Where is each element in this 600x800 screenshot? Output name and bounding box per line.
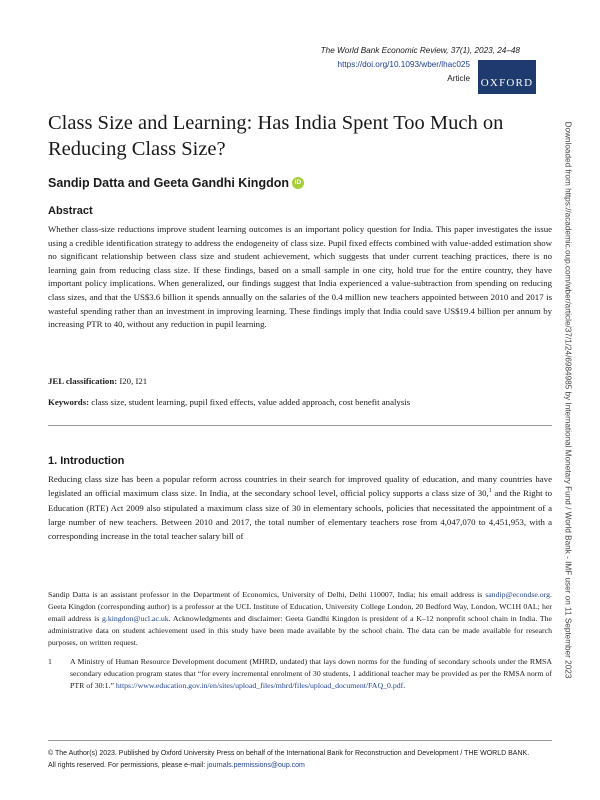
intro-text-2: and the Right to Education (RTE) Act 2009 also stipulated a maximum class size of 30 in elementary schools, policies that necessitated the appointment of a large number of new teachers. Between 2010 and 2017, the total number of elementary teachers rose from 4,047,070 to 4,451,953, with a corresponding increase in the total teacher salary bill of	[48, 488, 552, 542]
oxford-logo: OXFORD	[478, 60, 536, 94]
jel-label: JEL classification:	[48, 376, 118, 386]
article-type-label: Article	[447, 74, 470, 83]
copyright-notice	[48, 748, 558, 771]
affiliation-text-2: . Geeta Kingdon (corresponding author) is a professor at the UCL Institute of Education, University College London, 20 Bedford Way, London, WC1H 0AL; her email address is	[48, 590, 552, 623]
keywords-text: class size, student learning, pupil fixed effects, value added approach, cost benefit analysis	[91, 397, 411, 407]
footer-divider	[48, 740, 552, 741]
footnote-body: A Ministry of Human Resource Development document (MHRD, undated) that lays down norms for the funding of secondary schools under the RMSA secondary education program states that “for every incremental enrolment of 30 students, 1 additional teacher may be provided as per the RMSA norm of PTR of 30:1.”	[70, 657, 552, 690]
abstract-heading: Abstract	[48, 205, 93, 217]
paper-title: Class Size and Learning: Has India Spent Too Much on Reducing Class Size?	[48, 112, 504, 160]
footnote-end: .	[403, 681, 406, 690]
copyright-line-1: © The Author(s) 2023. Published by Oxford University Press on behalf of the International Bank for Reconstruction and Development / THE WORLD BANK.	[48, 750, 530, 757]
intro-text-1: Reducing class size has been a popular reform across countries in their search for improved quality of education, and many countries have legislated an official maximum class size. In India, at the secondary school level, official policy supports a class size of 30,	[48, 474, 552, 499]
jel-classification	[48, 376, 147, 386]
footnote-number: 1	[48, 657, 52, 666]
keywords	[48, 397, 552, 407]
doi-link[interactable]: https://doi.org/10.1093/wber/lhac025	[337, 60, 470, 69]
jel-codes: I20, I21	[119, 376, 148, 386]
footnote-text	[70, 656, 552, 692]
author-line	[48, 176, 304, 190]
email-link-kingdon[interactable]: g.kingdon@ucl.ac.uk	[101, 614, 169, 623]
download-watermark: Downloaded from https://academic.oup.com/wber/article/37/1/24/6984985 by International Monetary Fund / World Bank - IMF user on 11 September 2023	[563, 121, 573, 679]
introduction-paragraph	[48, 472, 552, 543]
affiliation-text-3: . Acknowledgments and disclaimer: Geeta Gandhi Kingdon is president of a K–12 nonprofit school chain in India. The administrative data on student achievement used in this study have been made available by the school chain. The data can be made available for research purposes, on written request.	[48, 614, 553, 647]
footnote-url-link[interactable]: https://www.education.gov.in/en/sites/upload_files/mhrd/files/upload_document/FAQ_0.pdf	[115, 681, 404, 690]
journal-citation: The World Bank Economic Review, 37(1), 2023, 24–48	[320, 46, 520, 55]
orcid-icon[interactable]: iD	[292, 177, 304, 189]
footnote	[48, 656, 552, 692]
author-names: Sandip Datta and Geeta Gandhi Kingdon	[48, 176, 289, 190]
footnote-reference[interactable]: 1	[488, 488, 492, 495]
affiliation-text-1: Sandip Datta is an assistant professor in the Department of Economics, University of Delhi, Delhi 110007, India; his email address is	[48, 590, 486, 599]
email-link-datta[interactable]: sandip@econdse.org	[485, 590, 551, 599]
section-divider	[48, 425, 552, 426]
introduction-heading: 1. Introduction	[48, 455, 125, 467]
permissions-email-link[interactable]: journals.permissions@oup.com	[207, 761, 305, 769]
copyright-line-2: All rights reserved. For permissions, please e-mail:	[48, 761, 208, 769]
keywords-label: Keywords:	[48, 397, 90, 407]
author-affiliations	[48, 589, 552, 649]
abstract-text: Whether class-size reductions improve student learning outcomes is an important policy question for India. This paper investigates the issue using a credible identification strategy to address the endogeneity of class size. Pupil fixed effects combined with value-added estimation show no significant relationship between class size and student achievement, which suggests that under current teaching practices, there is no learning gain from reducing class size. If these findings, based on a small sample in one city, hold true for the entire country, they have important policy implications. When generalized, our findings suggest that India experienced a value-subtraction from spending on reducing class sizes, and that the US$3.6 billion it spends annually on the salaries of the 0.4 million new teachers appointed between 2010 and 2017 is wasteful spending rather than an investment in improving learning. These findings imply that India could save US$19.4 billion per annum by increasing PTR to 40, without any reduction in pupil learning.	[48, 224, 552, 330]
